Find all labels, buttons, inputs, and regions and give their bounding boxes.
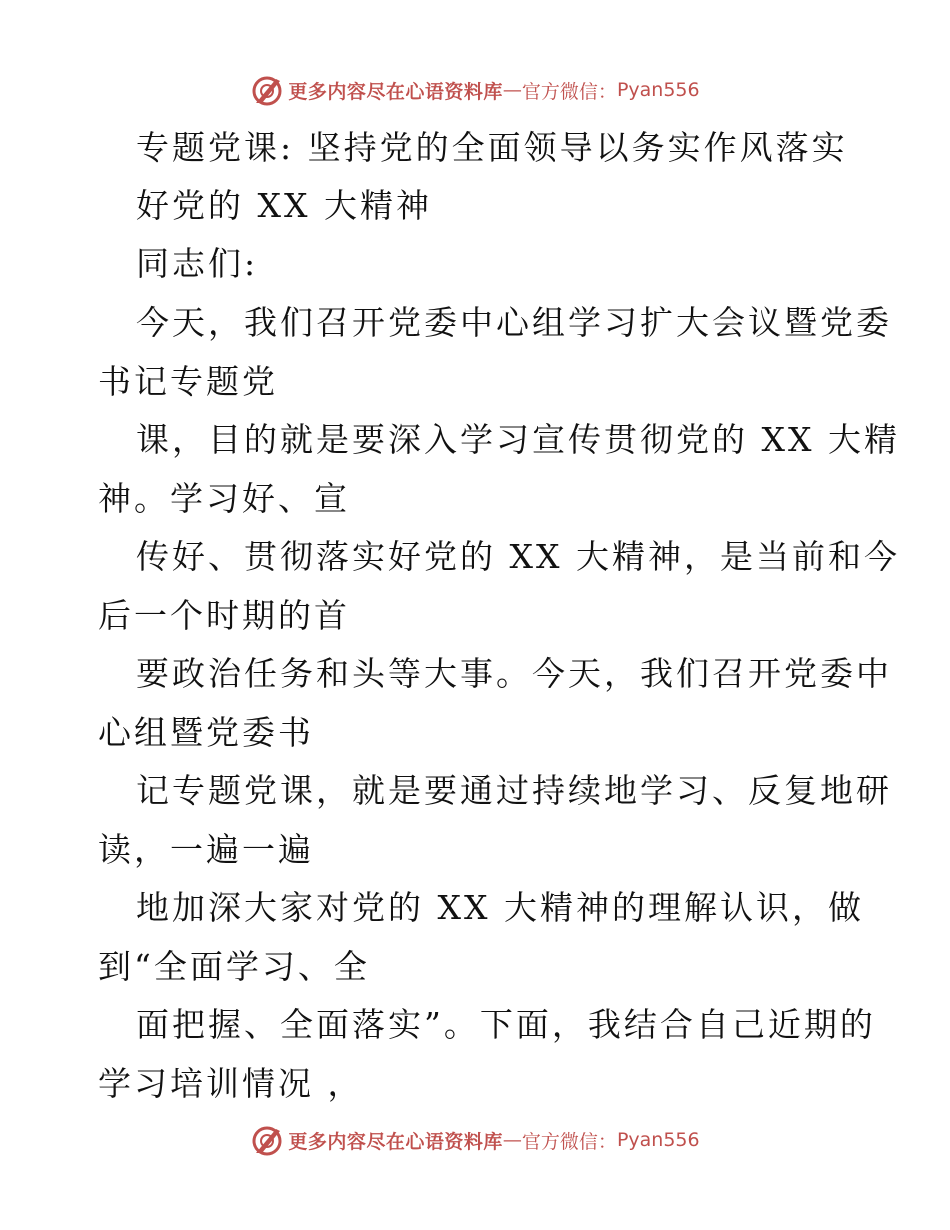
paragraph-line: 今天，我们召开党委中心组学习扩大会议暨党委 [136, 303, 892, 342]
logo-icon [250, 73, 284, 107]
paragraph-line: 传好、贯彻落实好党的 XX 大精神，是当前和今 [136, 537, 900, 576]
footer-watermark [0, 1120, 950, 1160]
paragraph-line: 到“全面学习、全 [98, 947, 370, 986]
paragraph-line: 后一个时期的首 [98, 596, 350, 635]
header-watermark [0, 70, 950, 110]
paragraph-line: 地加深大家对党的 XX 大精神的理解认识，做 [136, 888, 864, 927]
logo-icon [250, 1123, 284, 1157]
paragraph-line: 书记专题党 [98, 362, 278, 401]
paragraph-line: 要政治任务和头等大事。今天，我们召开党委中 [136, 654, 892, 693]
paragraph-line: 课，目的就是要深入学习宣传贯彻党的 XX 大精 [136, 420, 900, 459]
watermark-title: 更多内容尽在心语资料库 [288, 1130, 503, 1153]
paragraph-line: 神。学习好、宣 [98, 479, 350, 518]
paragraph-line: 读，一遍一遍 [98, 830, 314, 869]
watermark-dash: — [502, 1129, 522, 1151]
doc-title-line-1: 专题党课: 坚持党的全面领导以务实作风落实 [136, 128, 848, 167]
paragraph-line: 心组暨党委书 [98, 713, 314, 752]
paragraph-line: 记专题党课，就是要通过持续地学习、反复地研 [136, 771, 892, 810]
watermark-wechat-id: Pyan556 [616, 1129, 700, 1151]
watermark-sub: 官方微信： [521, 1130, 617, 1153]
watermark-wechat-id: Pyan556 [616, 79, 700, 101]
doc-title-line-2: 好党的 XX 大精神 [136, 186, 432, 225]
paragraph-line: 面把握、全面落实”。下面，我结合自己近期的 [136, 1005, 876, 1044]
salutation: 同志们: [136, 244, 259, 283]
watermark-title: 更多内容尽在心语资料库 [288, 80, 503, 103]
watermark-dash: — [502, 79, 522, 101]
paragraph-line: 学习培训情况 ， [98, 1064, 364, 1103]
watermark-sub: 官方微信： [521, 80, 617, 103]
